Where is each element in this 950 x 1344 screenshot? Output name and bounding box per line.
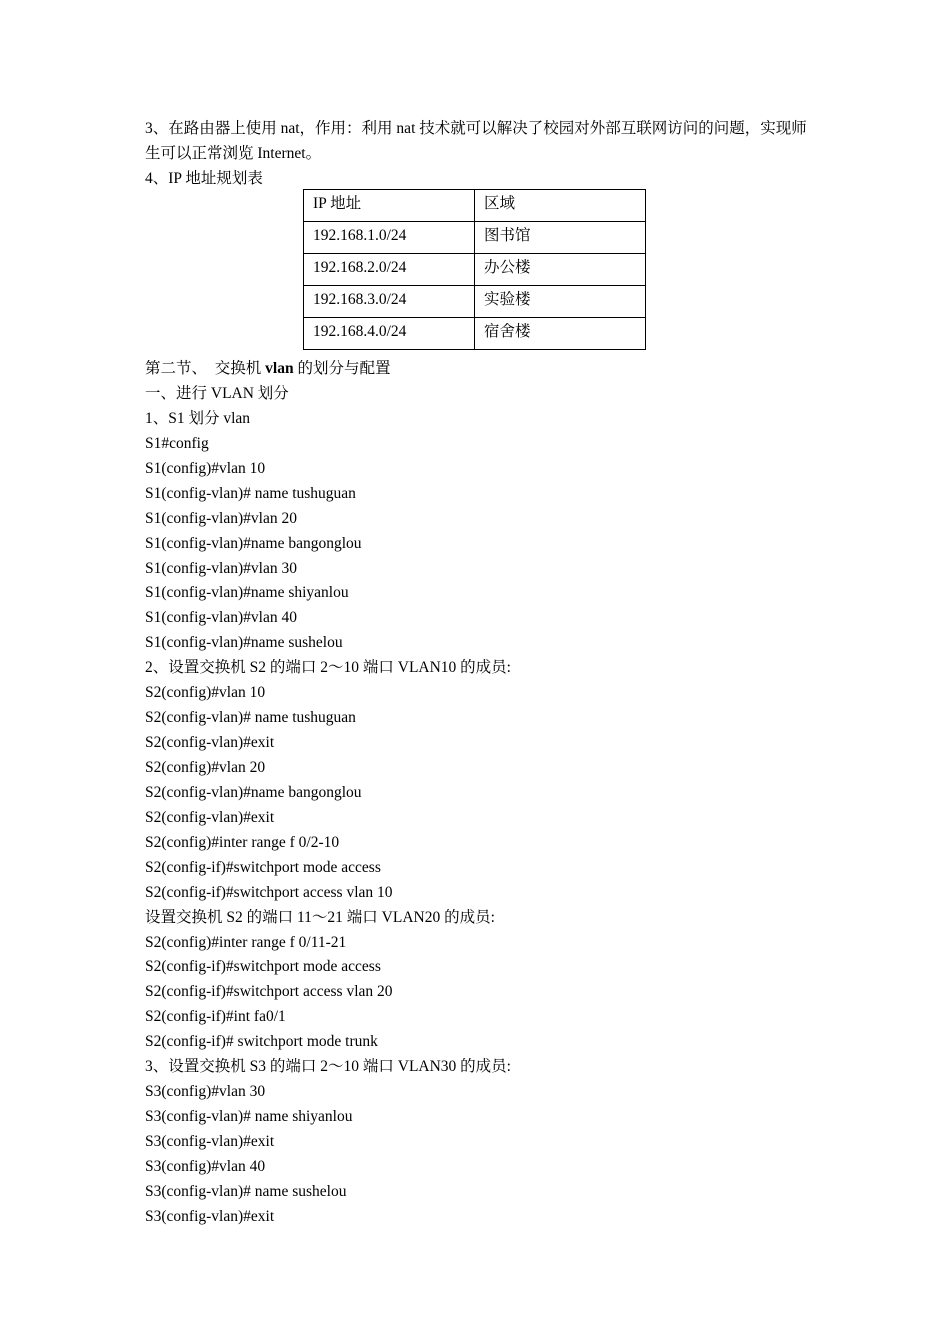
- table-cell: 宿舍楼: [475, 318, 646, 350]
- text-line: S2(config-vlan)#exit: [145, 808, 275, 826]
- text-line: S2(config)#inter range f 0/2-10: [145, 833, 340, 851]
- text-line: 一、进行 VLAN 划分: [145, 385, 289, 402]
- table-cell: 办公楼: [475, 254, 646, 286]
- text-line: S2(config)#vlan 10: [145, 684, 266, 702]
- table-row: [304, 222, 646, 254]
- text-line: S1(config-vlan)#vlan 30: [145, 559, 297, 577]
- table-cell: 实验楼: [475, 286, 646, 318]
- text-line: S2(config)#inter range f 0/11-21: [145, 933, 347, 951]
- text-line: 设置交换机 S2 的端口 11～21 端口 VLAN20 的成员:: [145, 908, 495, 926]
- ip-address-table: [303, 189, 646, 350]
- text-line: S2(config-vlan)# name tushuguan: [145, 709, 356, 727]
- text-line: S2(config-vlan)#exit: [145, 734, 275, 751]
- text-line: S2(config-if)#switchport mode access: [145, 858, 381, 876]
- table-header-cell: IP 地址: [304, 190, 475, 222]
- text-line: S3(config-vlan)#exit: [145, 1132, 275, 1150]
- text-line: S2(config-vlan)#name bangonglou: [145, 783, 362, 801]
- text-line: S3(config)#vlan 30: [145, 1083, 266, 1100]
- text-line: S1(config-vlan)#name shiyanlou: [145, 584, 349, 602]
- ip-plan-heading: 4、IP 地址规划表: [145, 170, 263, 187]
- text-line: S1(config-vlan)#vlan 40: [145, 609, 297, 627]
- table-header-row: [304, 190, 646, 222]
- table-cell: 图书馆: [475, 222, 646, 254]
- text-line: S2(config-if)#switchport access vlan 20: [145, 983, 393, 1001]
- table-row: [304, 318, 646, 350]
- table-row: [304, 286, 646, 318]
- text-line: 1、S1 划分 vlan: [145, 409, 251, 427]
- text-line: S1(config-vlan)#name bangonglou: [145, 534, 362, 552]
- section-heading: [145, 359, 390, 379]
- text-line: S2(config-if)#int fa0/1: [145, 1008, 286, 1026]
- text-line: 2、设置交换机 S2 的端口 2～10 端口 VLAN10 的成员:: [145, 659, 511, 677]
- section-heading-suffix: 的划分与配置: [293, 360, 391, 377]
- text-line: S1(config-vlan)# name tushuguan: [145, 484, 356, 502]
- text-line: S2(config-if)# switchport mode trunk: [145, 1033, 378, 1051]
- table-cell: 192.168.1.0/24: [304, 222, 475, 254]
- nat-paragraph: 3、在路由器上使用 nat，作用：利用 nat 技术就可以解决了校园对外部互联网访问的问题，实现师生可以正常浏览 Internet。: [145, 120, 807, 162]
- text-line: S3(config-vlan)#exit: [145, 1207, 275, 1225]
- text-line: S1#config: [145, 434, 209, 452]
- section-heading-bold: vlan: [265, 360, 294, 377]
- text-line: S2(config)#vlan 20: [145, 759, 266, 776]
- text-line: S1(config)#vlan 10: [145, 459, 266, 477]
- table-header-cell: 区域: [475, 190, 646, 222]
- text-line: S3(config-vlan)# name shiyanlou: [145, 1108, 353, 1125]
- text-line: 3、设置交换机 S3 的端口 2～10 端口 VLAN30 的成员:: [145, 1058, 511, 1076]
- table-cell: 192.168.3.0/24: [304, 286, 475, 318]
- table-cell: 192.168.2.0/24: [304, 254, 475, 286]
- text-line: S3(config)#vlan 40: [145, 1157, 266, 1175]
- table-cell: 192.168.4.0/24: [304, 318, 475, 350]
- text-line: S3(config-vlan)# name sushelou: [145, 1182, 347, 1200]
- text-line: S1(config-vlan)#name sushelou: [145, 634, 343, 652]
- text-line: S1(config-vlan)#vlan 20: [145, 509, 297, 527]
- text-line: S2(config-if)#switchport access vlan 10: [145, 883, 393, 901]
- table-row: [304, 254, 646, 286]
- text-line: S2(config-if)#switchport mode access: [145, 958, 381, 976]
- section-heading-prefix: 第二节、 交换机: [145, 360, 266, 377]
